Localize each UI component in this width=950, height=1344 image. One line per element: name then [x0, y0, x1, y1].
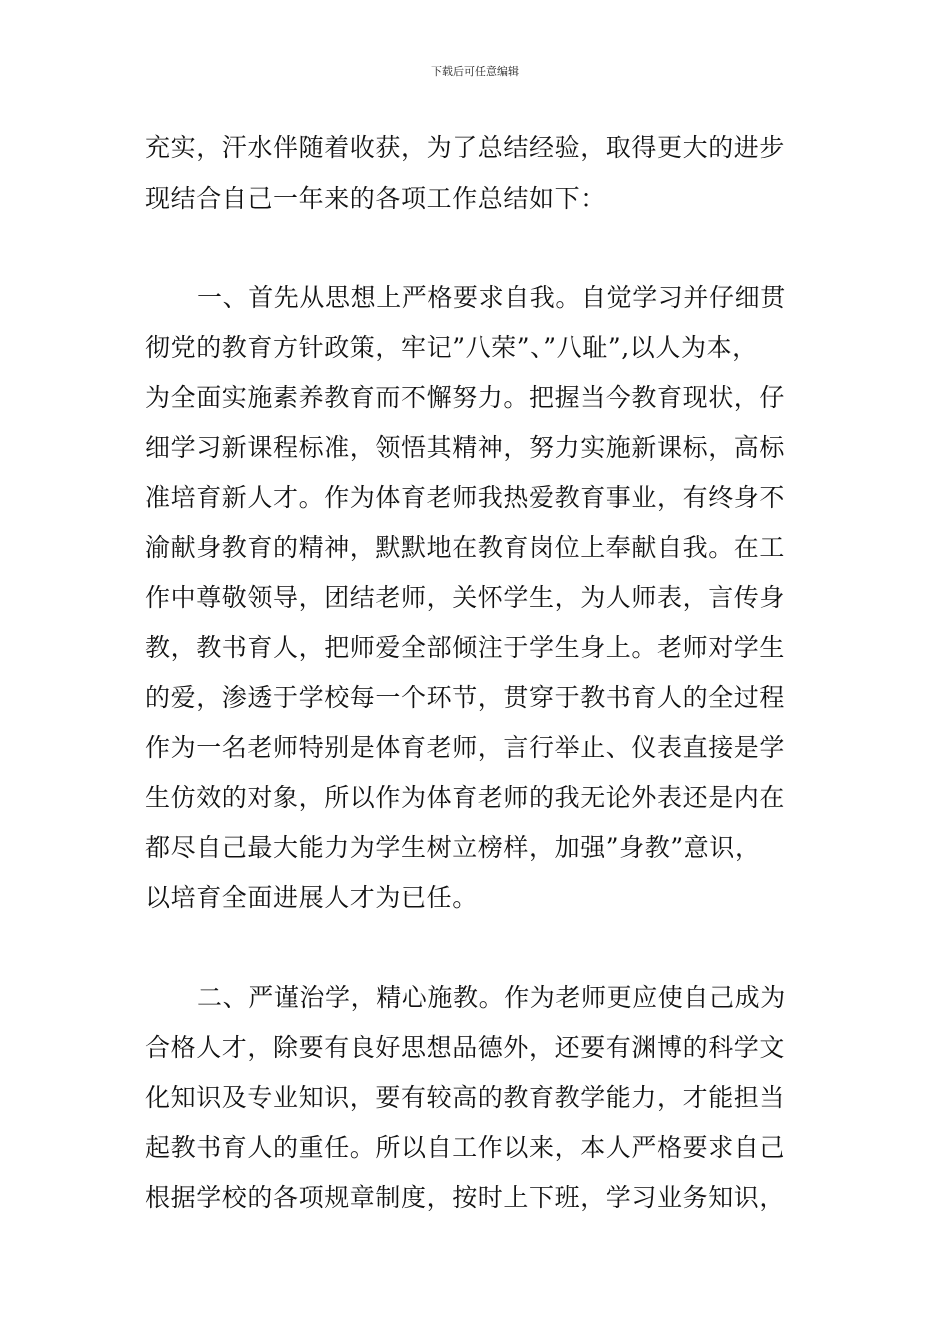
text-line: 生仿效的对象，所以作为体育老师的我无论外表还是内在 — [145, 783, 786, 812]
text-line: 作中尊敬领导，团结老师，关怀学生，为人师表，言传身 — [145, 583, 786, 612]
text-line: 细学习新课程标准，领悟其精神，努力实施新课标，高标 — [145, 433, 786, 462]
text-line: 起教书育人的重任。所以自工作以来，本人严格要求自己 — [145, 1133, 786, 1162]
text-line: 二、严谨治学，精心施教。作为老师更应使自己成为 — [197, 983, 786, 1012]
text-line: 为全面实施素养教育而不懈努力。把握当今教育现状，仔 — [145, 383, 786, 412]
text-line: 的爱，渗透于学校每一个环节，贯穿于教书育人的全过程 — [145, 683, 786, 712]
text-line: 现结合自己一年来的各项工作总结如下： — [145, 184, 606, 213]
text-line: 都尽自己最大能力为学生树立榜样，加强”身教”意识， — [145, 833, 761, 862]
text-line: 准培育新人才。作为体育老师我热爱教育事业，有终身不 — [145, 483, 786, 512]
text-line: 渝献身教育的精神，默默地在教育岗位上奉献自我。在工 — [145, 533, 786, 562]
text-line: 以培育全面进展人才为已任。 — [145, 883, 478, 912]
text-line: 教，教书育人，把师爱全部倾注于学生身上。老师对学生 — [145, 633, 786, 662]
text-line: 合格人才，除要有良好思想品德外，还要有渊博的科学文 — [145, 1033, 786, 1062]
text-line: 根据学校的各项规章制度，按时上下班，学习业务知识， — [145, 1183, 786, 1212]
text-line: 作为一名老师特别是体育老师，言行举止、仪表直接是学 — [145, 733, 786, 762]
page-header: 下载后可任意编辑 — [431, 65, 519, 78]
text-line: 充实，汗水伴随着收获，为了总结经验，取得更大的进步 — [145, 133, 786, 162]
text-line: 化知识及专业知识，要有较高的教育教学能力，才能担当 — [145, 1083, 786, 1112]
text-line: 一、首先从思想上严格要求自我。自觉学习并仔细贯 — [197, 283, 786, 312]
text-line: 彻党的教育方针政策，牢记”八荣”、”八耻”,以人为本， — [145, 333, 758, 362]
